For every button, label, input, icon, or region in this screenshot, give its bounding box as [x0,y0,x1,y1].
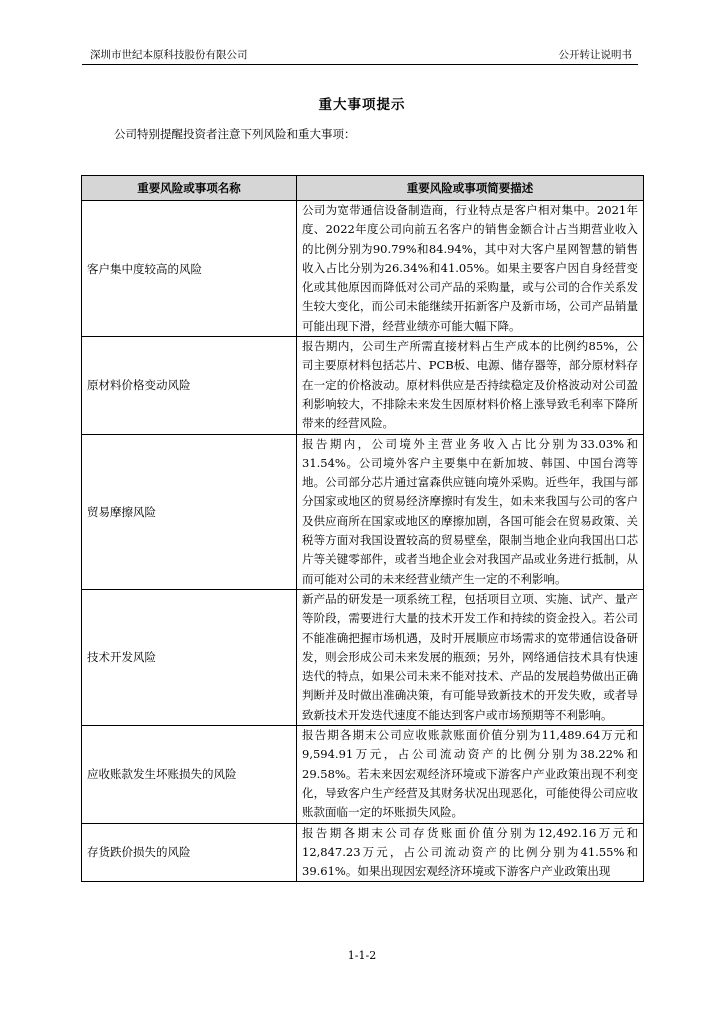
header-company-name: 深圳市世纪本原科技股份有限公司 [90,49,248,61]
risk-name: 客户集中度较高的风险 [82,201,297,337]
risk-description: 新产品的研发是一项系统工程，包括项目立项、实施、试产、量产等阶段，需要进行大量的技术开发工作和持续的资金投入。若公司不能准确把握市场机遇，及时开展顺应市场需求的宽带通信设备研发，则会形成公司未来发展的瓶颈；另外，网络通信技术具有快速迭代的特点，如果公司未来不能对技术、产品的发展趋势做出正确判断并及时做出准确决策，有可能导致新技术的开发失败，或者导致新技术开发迭代速度不能达到客户或市场预期等不利影响。 [297,589,644,725]
table-row [82,337,644,434]
column-header-risk-name: 重要风险或事项名称 [82,176,297,201]
risk-name: 技术开发风险 [82,589,297,725]
table-row [82,823,644,882]
table-row [82,201,644,337]
risk-description: 报告期内，公司生产所需直接材料占生产成本的比例约85%，公司主要原材料包括芯片、PCB板、电源、储存器等，部分原材料存在一定的价格波动。原材料供应是否持续稳定及价格波动对公司盈利影响较大，不排除未来发生因原材料价格上涨导致毛利率下降所带来的经营风险。 [297,337,644,434]
column-header-risk-description: 重要风险或事项简要描述 [297,176,644,201]
table-header-row [82,176,644,201]
intro-text: 公司特别提醒投资者注意下列风险和重大事项： [114,127,356,141]
risk-name: 应收账款发生坏账损失的风险 [82,726,297,823]
table-row [82,726,644,823]
risk-name: 原材料价格变动风险 [82,337,297,434]
risk-name: 贸易摩擦风险 [82,434,297,589]
risk-description: 报告期各期末公司存货账面价值分别为12,492.16万元和12,847.23万元，占公司流动资产的比例分别为41.55%和39.61%。如果出现因宏观经济环境或下游客户产业政策出现 [297,823,644,882]
table-row [82,589,644,725]
risk-name: 存货跌价损失的风险 [82,823,297,882]
page-number: 1-1-2 [347,949,377,962]
table-row [82,434,644,589]
header-document-type: 公开转让说明书 [558,49,632,61]
header-divider [82,64,638,65]
section-title: 重大事项提示 [318,97,406,113]
risk-description: 公司为宽带通信设备制造商，行业特点是客户相对集中。2021年度、2022年度公司向前五名客户的销售金额合计占当期营业收入的比例分别为90.79%和84.94%，其中对大客户星网智慧的销售收入占比分别为26.34%和41.05%。如果主要客户因自身经营变化或其他原因而降低对公司产品的采购量，或与公司的合作关系发生较大变化，而公司未能继续开拓新客户及新市场，公司产品销量可能出现下滑，经营业绩亦可能大幅下降。 [297,201,644,337]
risk-description: 报告期各期末公司应收账款账面价值分别为11,489.64万元和9,594.91万元，占公司流动资产的比例分别为38.22%和29.58%。若未来因宏观经济环境或下游客户产业政策出现不利变化，导致客户生产经营及其财务状况出现恶化，可能使得公司应收账款面临一定的坏账损失风险。 [297,726,644,823]
risk-description: 报告期内，公司境外主营业务收入占比分别为33.03%和31.54%。公司境外客户主要集中在新加坡、韩国、中国台湾等地。公司部分芯片通过富森供应链向境外采购。近些年，我国与部分国家或地区的贸易经济摩擦时有发生，如未来我国与公司的客户及供应商所在国家或地区的摩擦加剧，各国可能会在贸易政策、关税等方面对我国设置较高的贸易壁垒，限制当地企业向我国出口芯片等关键零部件，或者当地企业会对我国产品或业务进行抵制，从而可能对公司的未来经营业绩产生一定的不利影响。 [297,434,644,589]
risk-table [81,175,644,882]
